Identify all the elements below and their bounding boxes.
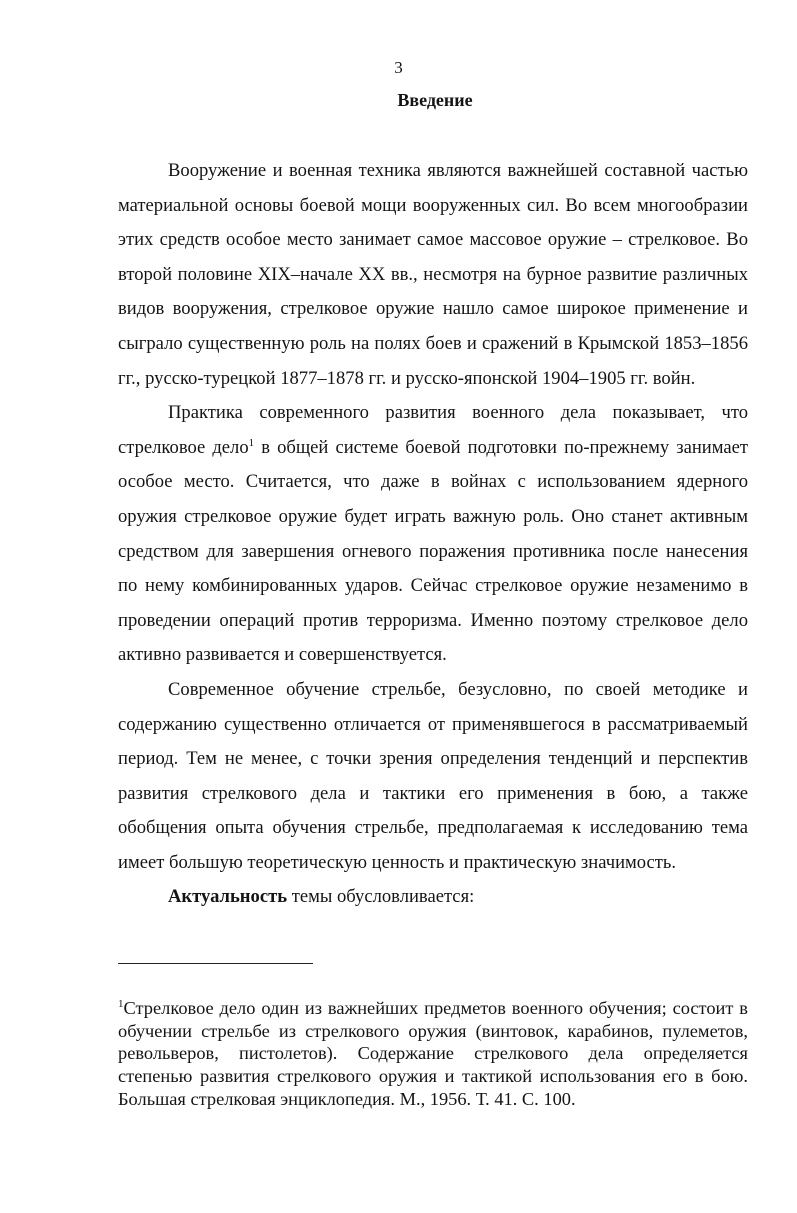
footnote-number: 1 (118, 997, 124, 1010)
paragraph-2-end: в общей системе боевой подготовки по-прежнему занимает особое место. Считается, что даже в войнах с использованием ядерного оружия стрелковое оружие будет играть важную роль. Оно станет активным средством для завершения огневого поражения противника после нанесения по нему комбинированных ударов. Сейчас стрелковое оружие незаменимо в проведении операций против терроризма. Именно поэтому стрелковое дело активно развивается и совершенствуется. (118, 436, 748, 666)
page-number: 3 (394, 58, 403, 77)
paragraph-1: Вооружение и военная техника являются важнейшей составной частью материальной основы боевой мощи вооруженных сил. Во всем многообразии этих средств особое место занимает самое массовое оружие – стрелковое. Во второй половине XIX–начале XX вв., несмотря на бурное развитие различных видов вооружения, стрелковое оружие нашло самое широкое применение и сыграло существенную роль на полях боев и сражений в Крымской 1853–1856 гг., русско-турецкой 1877–1878 гг. и русско-японской 1904–1905 гг. войн. (118, 160, 748, 389)
footnote-text: Стрелковое дело один из важнейших предметов военного обучения; состоит в обучении стрельбе из стрелкового оружия (винтовок, карабинов, пулеметов, револьверов, пистолетов). Содержание стрелкового дела определяется степенью развития стрелкового оружия и тактикой использования его в бою. Большая стрелковая энциклопедия. М., 1956. Т. 41. С. 100. (118, 998, 748, 1109)
paragraph-3: Современное обучение стрельбе, безусловно, по своей методике и содержанию существенно отличается от применявшегося в рассматриваемый период. Тем не менее, с точки зрения определения тенденций и перспектив развития стрелкового дела и тактики его применения в бою, а также обобщения опыта обучения стрельбе, предполагаемая к исследованию тема имеет большую теоретическую ценность и практическую значимость. (118, 678, 748, 873)
footnote-reference: 1 (248, 436, 255, 449)
body-text (118, 154, 748, 915)
paragraph-2 (118, 396, 748, 673)
paragraph-2-start: Практика современного развития военного дела показывает, что стрелковое дело (118, 402, 748, 458)
section-heading: Введение (397, 90, 473, 110)
footnote (118, 997, 748, 1111)
footnote-separator (118, 963, 313, 964)
relevance-rest: темы обусловливается: (287, 886, 475, 908)
relevance-line (118, 880, 748, 915)
relevance-term: Актуальность (168, 886, 288, 908)
